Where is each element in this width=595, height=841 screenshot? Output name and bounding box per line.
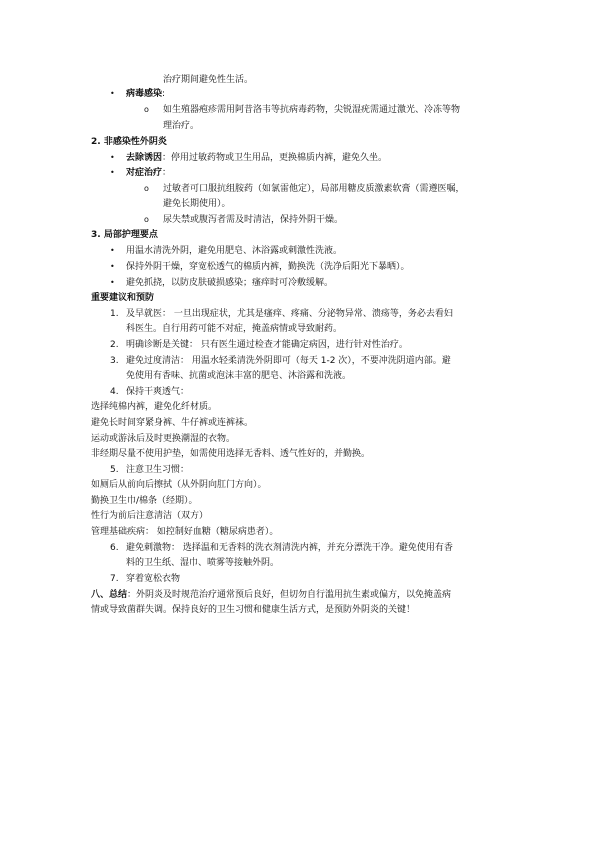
list-number: 3. xyxy=(110,356,119,366)
symptom-item xyxy=(126,167,171,179)
advice-heading: 重要建议和预防 xyxy=(91,293,155,303)
viral-detail-line1: 如生殖器疱疹需用阿昔洛韦等抗病毒药物，尖锐湿疣需通过激光、冷冻等物 xyxy=(163,105,461,115)
circle-bullet-icon: o xyxy=(144,215,149,224)
care-item-1: 用温水清洗外阴，避免用肥皂、沐浴露或刺激性洗液。 xyxy=(126,246,343,256)
summary-line2: 情或导致菌群失调。保持良好的卫生习惯和健康生活方式，是预防外阴炎的关键！ xyxy=(91,605,416,615)
symptom-sub1-line1: 过敏者可口服抗组胺药（如氯雷他定），局部用糖皮质激素软膏（需遵医嘱， xyxy=(163,184,465,194)
advice-item1-line2: 科医生。自行用药可能不对症，掩盖病情或导致耐药。 xyxy=(126,324,343,334)
item5-line-2: 勤换卫生巾/棉条（经期）。 xyxy=(91,496,198,506)
advice-item7: 穿着宽松衣物 xyxy=(126,574,181,584)
bullet-icon: • xyxy=(110,89,115,98)
bullet-icon: • xyxy=(110,246,115,255)
care-item-3: 避免抓挠，以防皮肤破损感染；瘙痒时可冷敷缓解。 xyxy=(126,278,334,288)
symptom-label: 对症治疗 xyxy=(126,168,163,178)
list-number: 6. xyxy=(110,543,119,553)
advice-item3-line2: 免使用有香味、抗菌或泡沫丰富的肥皂、沐浴露和洗液。 xyxy=(126,371,352,381)
advice-item4: 保持干爽透气： xyxy=(126,387,190,397)
list-number: 4. xyxy=(110,387,119,397)
item5-line-4: 管理基础疾病： 如控制好血糖（糖尿病患者）。 xyxy=(91,527,279,537)
summary-text-line1: ：外阴炎及时规范治疗通常预后良好，但切勿自行滥用抗生素或偏方，以免掩盖病 xyxy=(127,590,452,600)
symptom-colon: ： xyxy=(162,168,172,178)
advice-item5: 注意卫生习惯： xyxy=(126,465,190,475)
care-item-2: 保持外阴干燥，穿宽松透气的棉质内裤，勤换洗（洗净后阳光下暴晒）。 xyxy=(126,262,410,272)
bullet-icon: • xyxy=(110,262,115,271)
summary-line1 xyxy=(91,589,451,601)
item5-line-3: 性行为前后注意清洁（双方） xyxy=(91,511,209,521)
bullet-icon: • xyxy=(110,153,115,162)
circle-bullet-icon: o xyxy=(144,105,149,114)
item5-line-1: 如厕后从前向后擦拭（从外阴向肛门方向）。 xyxy=(91,480,267,490)
advice-item2: 明确诊断是关键： 只有医生通过检查才能确定病因，进行针对性治疗。 xyxy=(126,340,408,350)
continuation-text: 治疗期间避免性生活。 xyxy=(163,75,254,85)
item4-line-2: 避免长时间穿紧身裤、牛仔裤或连裤袜。 xyxy=(91,418,254,428)
list-number: 2. xyxy=(110,340,119,350)
section3-heading: 3. 局部护理要点 xyxy=(91,230,158,240)
list-number: 5. xyxy=(110,465,119,475)
bullet-icon: • xyxy=(110,168,115,177)
circle-bullet-icon: o xyxy=(144,184,149,193)
cause-item xyxy=(126,152,387,164)
summary-label: 八、总结 xyxy=(91,590,128,600)
symptom-sub2: 尿失禁或腹泻者需及时清洁，保持外阴干燥。 xyxy=(163,215,344,225)
cause-label: 去除诱因 xyxy=(126,153,163,163)
advice-item3-line1: 避免过度清洁： 用温水轻柔清洗外阴即可（每天 1-2 次），不要冲洗阴道内部。避 xyxy=(126,356,451,366)
viral-label: 病毒感染 xyxy=(126,89,163,99)
advice-item1-line1: 及早就医： 一旦出现症状，尤其是瘙痒、疼痛、分泌物异常、溃疡等，务必去看妇 xyxy=(126,309,453,319)
advice-item6-line2: 料的卫生纸、湿巾、喷雾等接触外阴。 xyxy=(126,558,280,568)
symptom-sub1-line2: 避免长期使用）。 xyxy=(163,199,231,209)
advice-item6-line1: 避免刺激物： 选择温和无香料的洗衣剂清洗内裤，并充分漂洗干净。避免使用有香 xyxy=(126,543,453,553)
cause-text: ：停用过敏药物或卫生用品，更换棉质内裤，避免久坐。 xyxy=(162,153,388,163)
list-number: 7. xyxy=(110,574,119,584)
list-number: 1. xyxy=(110,309,119,319)
item4-line-3: 运动或游泳后及时更换潮湿的衣物。 xyxy=(91,434,236,444)
viral-infection-item xyxy=(126,88,165,100)
viral-colon: : xyxy=(162,89,166,99)
bullet-icon: • xyxy=(110,278,115,287)
section2-heading: 2. 非感染性外阴炎 xyxy=(91,137,167,147)
viral-detail-line2: 理治疗。 xyxy=(163,121,200,131)
item4-line-1: 选择纯棉内裤，避免化纤材质。 xyxy=(91,402,218,412)
item4-line-4: 非经期尽量不使用护垫，如需使用选择无香料、透气性好的，并勤换。 xyxy=(91,449,371,459)
